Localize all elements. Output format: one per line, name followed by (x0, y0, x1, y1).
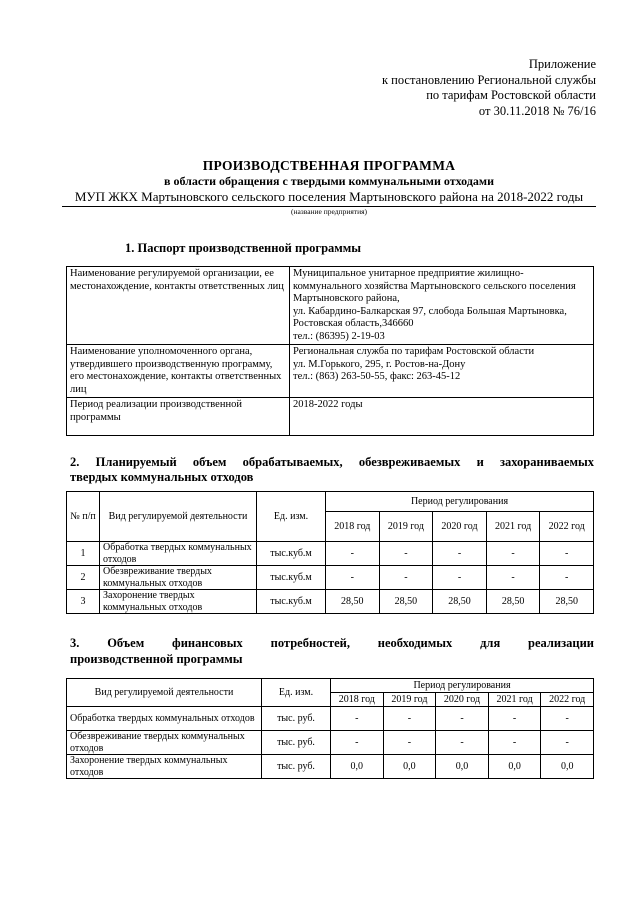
value-line: тел.: (86395) 2-19-03 (293, 330, 385, 342)
passport-label-organization: Наименование регулируемой организации, ее местонахождение, контакты ответственных лиц (67, 267, 290, 345)
row-value: - (488, 707, 541, 731)
section2-heading-line1: 2. Планируемый объем обрабатываемых, обезвреживаемых и захораниваемых (70, 455, 594, 469)
header-num: № п/п (67, 492, 100, 542)
header-year: 2020 год (433, 512, 487, 542)
row-value: - (433, 566, 487, 590)
header-activity: Вид регулируемой деятельности (67, 679, 262, 707)
row-activity: Обезвреживание твердых коммунальных отходов (67, 731, 262, 755)
header-activity: Вид регулируемой деятельности (100, 492, 257, 542)
header-year: 2021 год (486, 512, 540, 542)
table-row (67, 755, 594, 779)
row-value: 28,50 (540, 590, 594, 614)
row-value: - (326, 542, 380, 566)
row-activity: Обезвреживание твердых коммунальных отходов (100, 566, 257, 590)
row-unit: тыс. руб. (262, 707, 331, 731)
header-unit: Ед. изм. (257, 492, 326, 542)
header-year: 2019 год (383, 693, 436, 707)
row-value: - (540, 542, 594, 566)
row-num: 1 (67, 542, 100, 566)
table-row (67, 566, 594, 590)
row-value: 0,0 (488, 755, 541, 779)
table-row (67, 398, 594, 436)
header-year: 2019 год (379, 512, 433, 542)
value-line: ул. Кабардино-Балкарская 97, слобода Большая Мартыновка, (293, 305, 567, 317)
row-unit: тыс. руб. (262, 755, 331, 779)
passport-value-authority (290, 345, 594, 398)
document-title-block (62, 157, 596, 217)
table-header-row (67, 492, 594, 512)
value-line: Мартыновского района, (293, 293, 400, 304)
row-value: - (486, 542, 540, 566)
row-num: 3 (67, 590, 100, 614)
row-value: - (541, 731, 594, 755)
table-row (67, 267, 594, 345)
row-activity: Обработка твердых коммунальных отходов (100, 542, 257, 566)
financial-table (66, 678, 594, 779)
value-line: Региональная служба по тарифам Ростовской области (293, 346, 535, 357)
document-subtitle: в области обращения с твердыми коммунальными отходами (163, 174, 494, 188)
row-activity: Захоронение твердых коммунальных отходов (100, 590, 257, 614)
header-period: Период регулирования (326, 492, 594, 512)
table-header-row (67, 679, 594, 693)
row-value: 28,50 (379, 590, 433, 614)
row-unit: тыс.куб.м (257, 566, 326, 590)
section2-heading-line2: твердых коммунальных отходов (70, 470, 254, 484)
row-value: 0,0 (383, 755, 436, 779)
header-period: Период регулирования (331, 679, 594, 693)
document-title: ПРОИЗВОДСТВЕННАЯ ПРОГРАММА (202, 158, 456, 173)
row-value: 28,50 (486, 590, 540, 614)
value-line: коммунального хозяйства Мартыновского сельского поселения (293, 280, 576, 292)
row-value: - (488, 731, 541, 755)
row-value: - (486, 566, 540, 590)
passport-label-authority: Наименование уполномоченного органа, утвердившего производственную программу, его местонахождение, контакты ответственных лиц (67, 345, 290, 398)
table-row (67, 542, 594, 566)
row-value: - (541, 707, 594, 731)
row-activity: Захоронение твердых коммунальных отходов (67, 755, 262, 779)
passport-label-period: Период реализации производственной программы (67, 398, 290, 436)
row-value: 0,0 (331, 755, 384, 779)
header-year: 2022 год (541, 693, 594, 707)
table-row (67, 345, 594, 398)
section3-heading-line2: производственной программы (70, 652, 243, 666)
table-row (67, 707, 594, 731)
row-unit: тыс. руб. (262, 731, 331, 755)
value-line: ул. М.Горького, 295, г. Ростов-на-Дону (293, 358, 466, 370)
row-value: - (331, 731, 384, 755)
row-num: 2 (67, 566, 100, 590)
row-value: 28,50 (433, 590, 487, 614)
passport-value-organization (290, 267, 594, 345)
appendix-line-2: к постановлению Региональной службы (381, 72, 596, 87)
row-value: - (436, 731, 489, 755)
passport-value-period (290, 398, 594, 436)
header-year: 2022 год (540, 512, 594, 542)
row-value: - (379, 566, 433, 590)
row-value: - (383, 707, 436, 731)
value-line: 2018-2022 годы (293, 399, 363, 410)
row-unit: тыс.куб.м (257, 590, 326, 614)
volume-table (66, 491, 594, 614)
row-value: - (433, 542, 487, 566)
organization-caption: (название предприятия) (290, 207, 368, 216)
appendix-line-3: по тарифам Ростовской области (426, 88, 596, 102)
row-value: - (436, 707, 489, 731)
row-value: - (379, 542, 433, 566)
row-value: - (383, 731, 436, 755)
header-year: 2018 год (326, 512, 380, 542)
value-line: тел.: (863) 263-50-55, факс: 263-45-12 (293, 371, 461, 382)
appendix-block (382, 57, 596, 119)
value-line: Муниципальное унитарное предприятие жилищно- (293, 268, 524, 279)
value-line: Ростовская область,346660 (293, 318, 414, 329)
header-year: 2018 год (331, 693, 384, 707)
row-value: - (326, 566, 380, 590)
appendix-line-1: Приложение (528, 57, 596, 71)
row-value: - (331, 707, 384, 731)
organization-line: МУП ЖКХ Мартыновского сельского поселения Мартыновского района на 2018-2022 годы (62, 189, 596, 207)
passport-table (66, 266, 594, 436)
row-value: 28,50 (326, 590, 380, 614)
row-value: 0,0 (541, 755, 594, 779)
row-value: 0,0 (436, 755, 489, 779)
header-year: 2021 год (488, 693, 541, 707)
section3-heading-line1: 3. Объем финансовых потребностей, необходимых для реализации (70, 636, 594, 650)
appendix-line-4: от 30.11.2018 № 76/16 (478, 103, 596, 118)
section1-heading: 1. Паспорт производственной программы (125, 241, 362, 255)
row-value: - (540, 566, 594, 590)
header-unit: Ед. изм. (262, 679, 331, 707)
header-year: 2020 год (436, 693, 489, 707)
row-activity: Обработка твердых коммунальных отходов (67, 707, 262, 731)
table-row (67, 731, 594, 755)
table-row (67, 590, 594, 614)
row-unit: тыс.куб.м (257, 542, 326, 566)
